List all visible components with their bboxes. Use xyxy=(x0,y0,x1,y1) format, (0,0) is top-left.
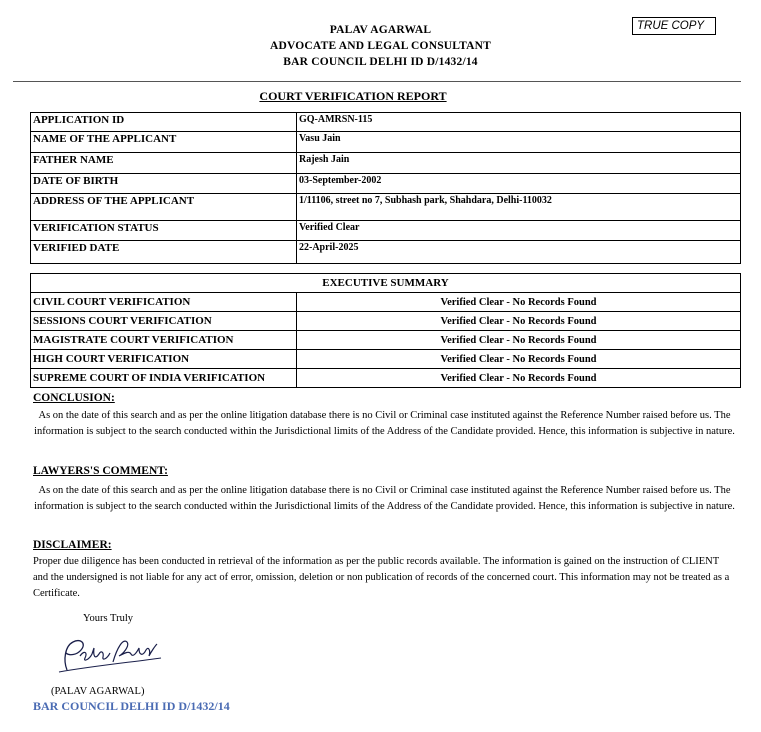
table-row xyxy=(31,132,741,153)
lawyer-name: PALAV AGARWAL xyxy=(329,24,432,36)
court-label: SUPREME COURT OF INDIA VERIFICATION xyxy=(31,369,297,388)
lawyer-comment-heading: LAWYERS'S COMMENT: xyxy=(33,465,168,477)
lawyer-profession: ADVOCATE AND LEGAL CONSULTANT xyxy=(269,40,492,52)
table-row xyxy=(31,174,741,194)
table-row xyxy=(31,221,741,241)
table-row xyxy=(31,113,741,132)
court-status: Verified Clear - No Records Found xyxy=(297,369,741,388)
detail-value: Verified Clear xyxy=(297,221,741,241)
court-status: Verified Clear - No Records Found xyxy=(297,350,741,369)
conclusion-heading: CONCLUSION: xyxy=(33,392,115,404)
report-title: COURT VERIFICATION REPORT xyxy=(259,89,447,103)
detail-label: VERIFIED DATE xyxy=(31,241,297,264)
bar-council-id: BAR COUNCIL DELHI ID D/1432/14 xyxy=(283,56,478,68)
court-status: Verified Clear - No Records Found xyxy=(297,312,741,331)
footer-bar-council-id: BAR COUNCIL DELHI ID D/1432/14 xyxy=(33,699,230,713)
disclaimer-text: Proper due diligence has been conducted in retrieval of the information as per the public records available. The information is gained on the instruction of CLIENT and the undersigned is not liable for any act of error, omission, deletion or non publication of records of the concerned court. This information may not be treated as a Certificate. xyxy=(33,556,730,599)
conclusion-text: As on the date of this search and as per the online litigation database there is no Civil or Criminal case instituted against the Reference Number raised before us. The information is subject to the search conducted within the Jurisdictional limits of the Address of the Candidate provided. Hence, this information is subjective in nature. xyxy=(34,410,735,437)
detail-label: APPLICATION ID xyxy=(31,113,297,132)
detail-label: ADDRESS OF THE APPLICANT xyxy=(31,194,297,221)
true-copy-stamp: TRUE COPY xyxy=(632,17,716,35)
table-header-row xyxy=(31,274,741,293)
table-row xyxy=(31,293,741,312)
signatory-name: (PALAV AGARWAL) xyxy=(51,686,145,697)
signature-image xyxy=(53,632,163,676)
disclaimer-heading: DISCLAIMER: xyxy=(33,539,112,551)
detail-value: 03-September-2002 xyxy=(297,174,741,194)
detail-value: 22-April-2025 xyxy=(297,241,741,264)
detail-value: Vasu Jain xyxy=(297,132,741,153)
court-label: SESSIONS COURT VERIFICATION xyxy=(31,312,297,331)
table-row xyxy=(31,350,741,369)
court-status: Verified Clear - No Records Found xyxy=(297,293,741,312)
applicant-details-table xyxy=(30,112,741,264)
court-label: HIGH COURT VERIFICATION xyxy=(31,350,297,369)
closing-text: Yours Truly xyxy=(83,613,134,624)
court-status: Verified Clear - No Records Found xyxy=(297,331,741,350)
detail-label: NAME OF THE APPLICANT xyxy=(31,132,297,153)
executive-summary-table xyxy=(30,273,741,388)
table-row xyxy=(31,194,741,221)
detail-label: FATHER NAME xyxy=(31,153,297,174)
detail-value: 1/11106, street no 7, Subhash park, Shahdara, Delhi-110032 xyxy=(297,194,741,221)
detail-value: GQ-AMRSN-115 xyxy=(297,113,741,132)
table-row xyxy=(31,153,741,174)
executive-summary-title: EXECUTIVE SUMMARY xyxy=(31,274,741,293)
detail-label: DATE OF BIRTH xyxy=(31,174,297,194)
header-divider xyxy=(13,81,741,82)
lawyer-comment-text: As on the date of this search and as per the online litigation database there is no Civil or Criminal case instituted against the Reference Number raised before us. The information is subject to the search conducted within the Jurisdictional limits of the Address of the Candidate provided. Hence, this information is subjective in nature. xyxy=(34,485,735,512)
table-row xyxy=(31,369,741,388)
court-label: CIVIL COURT VERIFICATION xyxy=(31,293,297,312)
court-label: MAGISTRATE COURT VERIFICATION xyxy=(31,331,297,350)
detail-label: VERIFICATION STATUS xyxy=(31,221,297,241)
table-row xyxy=(31,331,741,350)
table-row xyxy=(31,241,741,264)
detail-value: Rajesh Jain xyxy=(297,153,741,174)
table-row xyxy=(31,312,741,331)
